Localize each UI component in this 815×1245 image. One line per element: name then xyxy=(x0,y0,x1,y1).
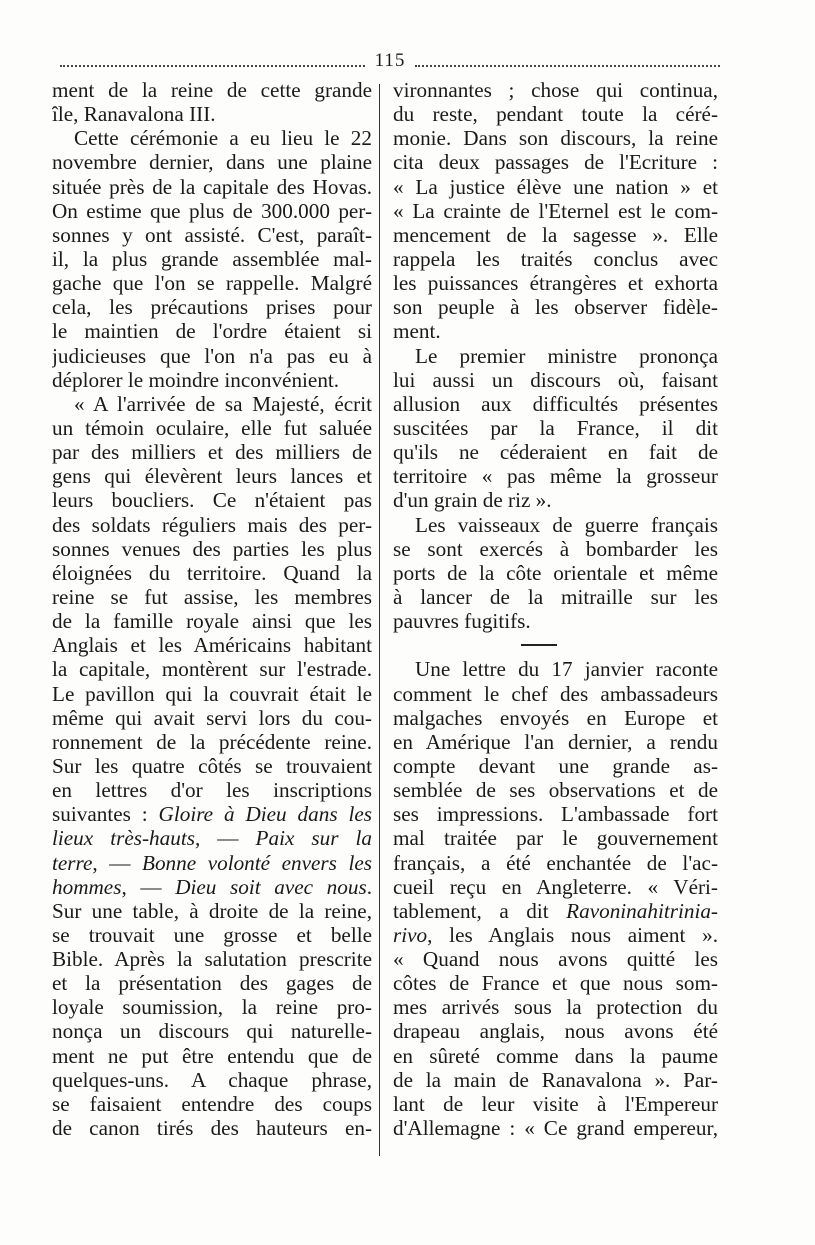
text-line: ses impressions. L'ambassade fort xyxy=(393,802,718,827)
text-line: d'Allemagne : « Ce grand empereur, xyxy=(393,1116,718,1141)
text-line: français, a été enchantée de l'ac- xyxy=(393,850,718,875)
text-line: Sur les quatre côtés se trouvaient xyxy=(52,753,372,778)
text-line: de la main de Ranavalona ». Par- xyxy=(393,1067,718,1092)
text-line: se trouvait une grosse et belle xyxy=(52,922,372,947)
text-line: éloignées du territoire. Quand la xyxy=(52,560,372,585)
text-line: Les vaisseaux de guerre français xyxy=(415,512,718,537)
text-line: gache que l'on se rappelle. Malgré xyxy=(52,271,372,296)
text-line: Anglais et les Américains habitant xyxy=(52,633,372,658)
text-line: Le premier ministre prononça xyxy=(415,343,718,368)
text-line: judicieuses que l'on n'a pas eu à xyxy=(52,343,372,368)
text-line: et la présentation des gages de xyxy=(52,971,372,996)
text-line: loyale soumission, la reine pro- xyxy=(52,995,372,1020)
text-line: tablement, a dit Ravoninahitrinia- xyxy=(393,898,718,923)
text-line: ment. xyxy=(393,319,441,344)
text-line: terre, — Bonne volonté envers les xyxy=(52,850,372,875)
text-line: mes arrivés sous la protection du xyxy=(393,995,718,1020)
text-line: hommes, — Dieu soit avec nous. xyxy=(52,874,372,899)
text-line: cueil reçu en Angleterre. « Véri- xyxy=(393,874,718,899)
header-rule-right xyxy=(415,65,720,67)
text-line: novembre dernier, dans une plaine xyxy=(52,150,372,175)
text-line: même qui avait servi lors du cou- xyxy=(52,705,372,730)
text-line: cela, les précautions prises pour xyxy=(52,295,372,320)
text-line: malgaches envoyés en Europe et xyxy=(393,705,718,730)
text-line: le maintien de l'ordre étaient si xyxy=(52,319,372,344)
text-line: des soldats réguliers mais des per- xyxy=(52,512,372,537)
text-line: rivo, les Anglais nous aiment ». xyxy=(393,922,718,947)
text-line: vironnantes ; chose qui continua, xyxy=(393,78,718,102)
text-line: déplorer le moindre inconvénient. xyxy=(52,367,340,392)
text-line: Cette cérémonie a eu lieu le 22 xyxy=(74,126,372,151)
text-line: quelques-uns. A chaque phrase, xyxy=(52,1067,372,1092)
text-line: mal traitée par le gouvernement xyxy=(393,826,718,851)
text-line: de canon tirés des hauteurs en- xyxy=(52,1116,372,1141)
text-line: ronnement de la précédente reine. xyxy=(52,729,372,754)
text-line: Sur une table, à droite de la reine, xyxy=(52,898,372,923)
text-line: « Quand nous avons quitté les xyxy=(393,947,718,972)
right-column xyxy=(393,78,718,1140)
text-line: d'un grain de riz ». xyxy=(393,488,552,513)
text-line: île, Ranavalona III. xyxy=(52,102,216,127)
text-line: Bible. Après la salutation prescrite xyxy=(52,947,372,972)
text-line: ment de la reine de cette grande xyxy=(52,78,372,102)
text-line: qu'ils ne céderaient en fait de xyxy=(393,440,718,465)
text-line: ment ne put être entendu que de xyxy=(52,1043,372,1068)
text-line: compte devant une grande as- xyxy=(393,753,718,778)
text-line: par des milliers et des milliers de xyxy=(52,440,372,465)
text-line: rappela les traités conclus avec xyxy=(393,246,718,271)
text-line: territoire « pas même la grosseur xyxy=(393,464,718,489)
text-line: à lancer de la mitraille sur les xyxy=(393,584,718,609)
text-line: il, la plus grande assemblée mal- xyxy=(52,246,372,271)
text-line: gens qui élevèrent leurs lances et xyxy=(52,464,372,489)
text-line: mencement de la sagesse ». Elle xyxy=(393,222,718,247)
page-number: 115 xyxy=(374,50,406,71)
text-line: cita deux passages de l'Ecriture : xyxy=(393,150,718,175)
text-line: se sont exercés à bombarder les xyxy=(393,536,718,561)
text-line: allusion aux difficultés présentes xyxy=(393,391,718,416)
text-line: lieux très-hauts, — Paix sur la xyxy=(52,826,372,851)
text-line: sonnes y ont assisté. C'est, paraît- xyxy=(52,222,372,247)
text-line: Une lettre du 17 janvier raconte xyxy=(415,657,718,682)
text-line: en lettres d'or les inscriptions xyxy=(52,778,372,803)
text-line: Le pavillon qui la couvrait était le xyxy=(52,681,372,706)
text-line: suivantes : Gloire à Dieu dans les xyxy=(52,802,372,827)
text-line: « La justice élève une nation » et xyxy=(393,174,718,199)
section-separator xyxy=(393,633,718,657)
text-line: les puissances étrangères et exhorta xyxy=(393,271,718,296)
text-line: lant de leur visite à l'Empereur xyxy=(393,1091,718,1116)
text-line: reine se fut assise, les membres xyxy=(52,584,372,609)
text-line: sonnes venues des parties les plus xyxy=(52,536,372,561)
text-line: semblée de ses observations et de xyxy=(393,778,718,803)
column-divider xyxy=(379,84,380,1156)
text-line: son peuple à les observer fidèle- xyxy=(393,295,718,320)
text-line: du reste, pendant toute la céré- xyxy=(393,102,718,127)
text-line: lui aussi un discours où, faisant xyxy=(393,367,718,392)
text-line: drapeau anglais, nous avons été xyxy=(393,1019,718,1044)
text-line: leurs boucliers. Ce n'étaient pas xyxy=(52,488,372,513)
text-line: côtes de France et que nous som- xyxy=(393,971,718,996)
text-line: « La crainte de l'Eternel est le com- xyxy=(393,198,718,223)
left-column xyxy=(52,78,372,1140)
text-line: en Amérique l'an dernier, a rendu xyxy=(393,729,718,754)
text-line: nonça un discours qui naturelle- xyxy=(52,1019,372,1044)
text-line: monie. Dans son discours, la reine xyxy=(393,126,718,151)
page-header xyxy=(60,48,720,72)
text-line: de la famille royale ainsi que les xyxy=(52,609,372,634)
text-line: suscitées par la France, il dit xyxy=(393,415,718,440)
text-line: comment le chef des ambassadeurs xyxy=(393,681,718,706)
text-line: en sûreté comme dans la paume xyxy=(393,1043,718,1068)
text-line: se faisaient entendre des coups xyxy=(52,1091,372,1116)
text-line: ports de la côte orientale et même xyxy=(393,560,718,585)
text-line: pauvres fugitifs. xyxy=(393,609,531,634)
text-line: la capitale, montèrent sur l'estrade. xyxy=(52,657,372,682)
text-line: un témoin oculaire, elle fut saluée xyxy=(52,415,372,440)
text-line: située près de la capitale des Hovas. xyxy=(52,174,372,199)
header-rule-left xyxy=(60,65,365,67)
text-line: « A l'arrivée de sa Majesté, écrit xyxy=(74,391,372,416)
text-line: On estime que plus de 300.000 per- xyxy=(52,198,372,223)
